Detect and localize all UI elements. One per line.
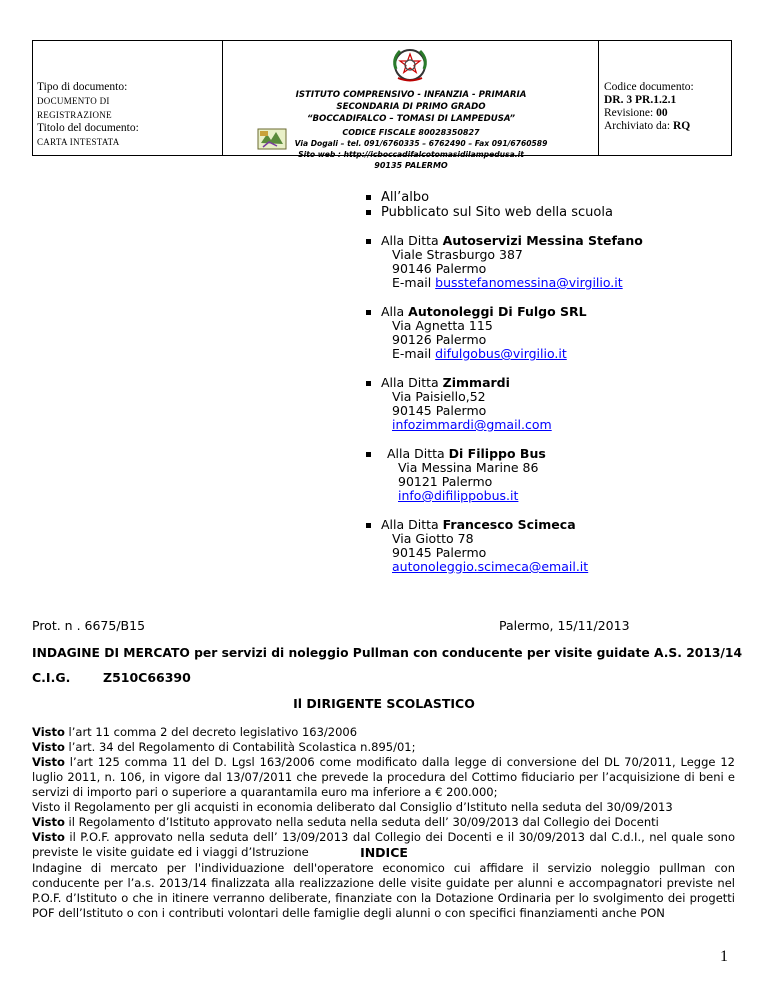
- recipient-email-link[interactable]: info@difilippobus.it: [398, 488, 519, 503]
- visto-item: Visto l’art 11 comma 2 del decreto legislativo 163/2006: [32, 725, 358, 739]
- visto-item: Visto il Regolamento d’Istituto approvato nella seduta nella seduta dell’ 30/09/2013 dal Collegio dei Docenti: [32, 815, 659, 829]
- recipient-block: Alla Autonoleggi Di Fulgo SRL Via Agnetta 115 90126 Palermo E-mail difulgobus@virgilio.it: [381, 304, 587, 361]
- recipient-block: Alla Ditta Di Filippo Bus Via Messina Marine 86 90121 Palermo info@difilippobus.it: [387, 446, 546, 503]
- cig-value: Z510C66390: [103, 670, 191, 685]
- recipient-email-link[interactable]: difulgobus@virgilio.it: [435, 346, 567, 361]
- visto-section: [32, 725, 735, 860]
- archiviato-value: RQ: [672, 120, 691, 132]
- republic-emblem-icon: [388, 45, 432, 85]
- codice-value: DR. 3 PR.1.2.1: [604, 94, 677, 106]
- recipient-block: Alla Ditta Autoservizi Messina Stefano Viale Strasburgo 387 90146 Palermo E-mail busstefanomessina@virgilio.it: [381, 233, 643, 290]
- school-website: Sito web : http://icboccadifalcotomasidilampedusa.it: [298, 150, 524, 159]
- header-underline: [222, 155, 494, 156]
- recipient-email-link[interactable]: infozimmardi@gmail.com: [392, 417, 552, 432]
- document-type-cell: [33, 41, 223, 155]
- revisione-label: Revisione:: [604, 107, 654, 119]
- letterhead-table: [32, 40, 732, 170]
- recipient-email-link[interactable]: busstefanomessina@virgilio.it: [435, 275, 623, 290]
- tipo-value: DOCUMENTO DI REGISTRAZIONE: [37, 96, 112, 120]
- school-name-line1: ISTITUTO COMPRENSIVO - INFANZIA - PRIMARIA: [295, 90, 527, 100]
- codice-label: Codice documento:: [604, 81, 694, 93]
- dirigente-heading: Il DIRIGENTE SCOLASTICO: [293, 696, 475, 711]
- school-name-line3: “BOCCADIFALCO – TOMASI DI LAMPEDUSA”: [306, 114, 516, 124]
- subject-line: INDAGINE DI MERCATO per servizi di noleggio Pullman con conducente per visite guidate A.S. 2013/14: [32, 646, 743, 660]
- school-city: 90135 PALERMO: [374, 161, 448, 170]
- visto-item: Visto il Regolamento per gli acquisti in economia deliberato dal Consiglio d’Istituto nella seduta del 30/09/2013: [32, 800, 673, 814]
- protocol-number: Prot. n . 6675/B15: [32, 618, 146, 633]
- visto-item: Visto il P.O.F. approvato nella seduta dell’ 13/09/2013 dal Collegio dei Docenti e il 30/09/2013 dal C.d.I., nel quale sono previste le visite guidate ed i viaggi d’Istruzione: [32, 830, 735, 859]
- titolo-label: Titolo del documento:: [37, 122, 139, 134]
- school-logo-icon: [257, 128, 287, 150]
- school-info-cell: [223, 41, 599, 170]
- archiviato-label: Archiviato da:: [604, 120, 671, 132]
- indice-text: Indagine di mercato per l'individuazione dell'operatore economico cui affidare il servizio noleggio pullman con conducente per l’a.s. 2013/14 finalizzata alla realizzazione delle visite guidate per alunni e accompagnatori previste nel P.O.F. d’Istituto o che in itinere verranno deliberate, finanziate con la Dotazione Ordinaria per lo svolgimento dei progetti POF dell’Istituto o con i contributi volontari delle famiglie degli alunni o con specifici finanziamenti anche PON: [32, 861, 735, 920]
- page-number: 1: [720, 948, 728, 965]
- cig-label: C.I.G.: [32, 670, 71, 685]
- recipient-block: Alla Ditta Francesco Scimeca Via Giotto 78 90145 Palermo autonoleggio.scimeca@email.it: [381, 517, 589, 574]
- visto-item: Visto l’art 125 comma 11 del D. Lgsl 163/2006 come modificato dalla legge di conversione del DL 70/2011, Legge 12 luglio 2011, n. 106, in vigore dal 13/07/2011 che prevede la procedura del Cottimo fiduciario per l’acquisizione di beni e servizi di importo pari o superiore a quarantamila euro ma inferiore a € 200.000;: [32, 755, 735, 799]
- school-address: Via Dogali – tel. 091/6760335 – 6762490 – Fax 091/6760589: [294, 139, 548, 148]
- recipient-email-link[interactable]: autonoleggio.scimeca@email.it: [392, 559, 589, 574]
- visto-item: Visto l’art. 34 del Regolamento di Contabilità Scolastica n.895/01;: [32, 740, 416, 754]
- school-name-line2: SECONDARIA DI PRIMO GRADO: [336, 102, 486, 112]
- titolo-value: CARTA INTESTATA: [37, 137, 120, 147]
- document-code-cell: [599, 41, 733, 155]
- tax-code: CODICE FISCALE 80028350827: [342, 128, 480, 137]
- tipo-label: Tipo di documento:: [37, 81, 128, 93]
- revisione-value: 00: [656, 107, 668, 119]
- place-date: Palermo, 15/11/2013: [499, 618, 630, 633]
- recipient-block: Alla Ditta Zimmardi Via Paisiello,52 90145 Palermo infozimmardi@gmail.com: [381, 375, 552, 432]
- indice-heading: INDICE: [360, 845, 408, 860]
